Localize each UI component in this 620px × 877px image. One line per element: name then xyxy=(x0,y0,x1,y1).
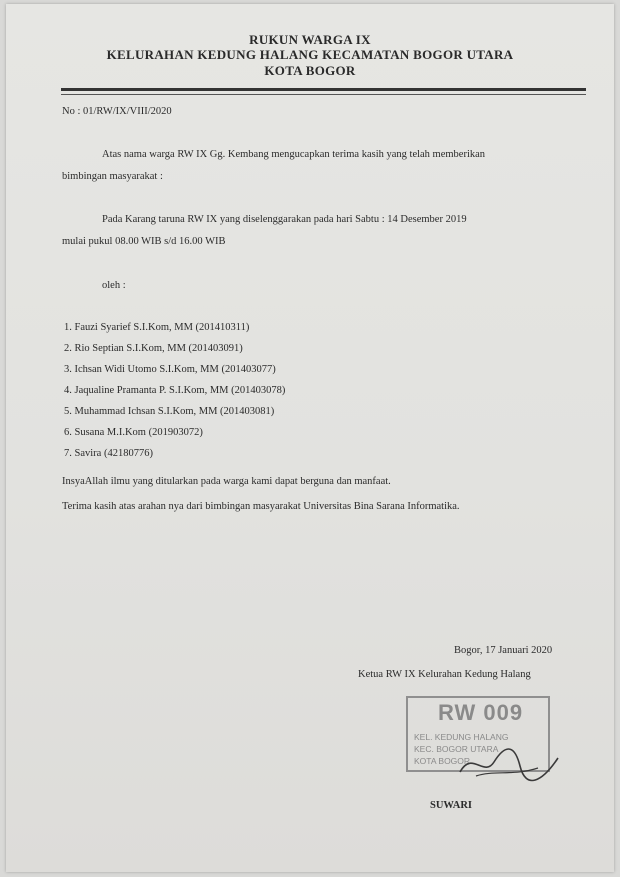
letter-page xyxy=(6,4,614,872)
list-item: 1. Fauzi Syarief S.I.Kom, MM (201410311) xyxy=(64,322,250,333)
signature-position: Ketua RW IX Kelurahan Kedung Halang xyxy=(358,669,531,680)
paragraph-2-line-2: mulai pukul 08.00 WIB s/d 16.00 WIB xyxy=(62,236,226,247)
list-item: 2. Rio Septian S.I.Kom, MM (201403091) xyxy=(64,343,243,354)
closing-line-1: InsyaAllah ilmu yang ditularkan pada warga kami dapat berguna dan manfaat. xyxy=(62,476,391,487)
closing-line-2: Terima kasih atas arahan nya dari bimbingan masyarakat Universitas Bina Sarana Informatika. xyxy=(62,501,460,512)
list-item: 6. Susana M.I.Kom (201903072) xyxy=(64,427,203,438)
list-item: 3. Ichsan Widi Utomo S.I.Kom, MM (201403077) xyxy=(64,364,276,375)
header-org-name: RUKUN WARGA IX xyxy=(249,32,371,47)
header-divider-thick xyxy=(61,88,586,91)
header-city: KOTA BOGOR xyxy=(264,63,356,78)
signature-place-date: Bogor, 17 Januari 2020 xyxy=(454,645,553,656)
letter-number: No : 01/RW/IX/VIII/2020 xyxy=(62,106,172,117)
signatory-name: SUWARI xyxy=(430,800,473,811)
handwritten-signature xyxy=(454,732,564,792)
stamp-line-3: KOTA BOGOR xyxy=(414,756,471,766)
list-item: 5. Muhammad Ichsan S.I.Kom, MM (201403081) xyxy=(64,406,275,417)
list-item: 4. Jaqualine Pramanta P. S.I.Kom, MM (201403078) xyxy=(64,385,286,396)
header-divider-thin xyxy=(61,94,586,95)
stamp-code: RW 009 xyxy=(438,700,524,725)
header-district: KELURAHAN KEDUNG HALANG KECAMATAN BOGOR UTARA xyxy=(106,47,514,62)
by-label: oleh : xyxy=(102,280,126,291)
stamp-line-1: KEL. KEDUNG HALANG xyxy=(414,732,509,742)
paragraph-2-line-1: Pada Karang taruna RW IX yang diselenggarakan pada hari Sabtu : 14 Desember 2019 xyxy=(102,214,467,225)
paragraph-1-line-2: bimbingan masyarakat : xyxy=(62,171,163,182)
list-item: 7. Savira (42180776) xyxy=(64,448,153,459)
members-list xyxy=(64,322,285,469)
stamp-line-2: KEC. BOGOR UTARA xyxy=(414,744,499,754)
paragraph-1-line-1: Atas nama warga RW IX Gg. Kembang mengucapkan terima kasih yang telah memberikan xyxy=(102,149,486,160)
